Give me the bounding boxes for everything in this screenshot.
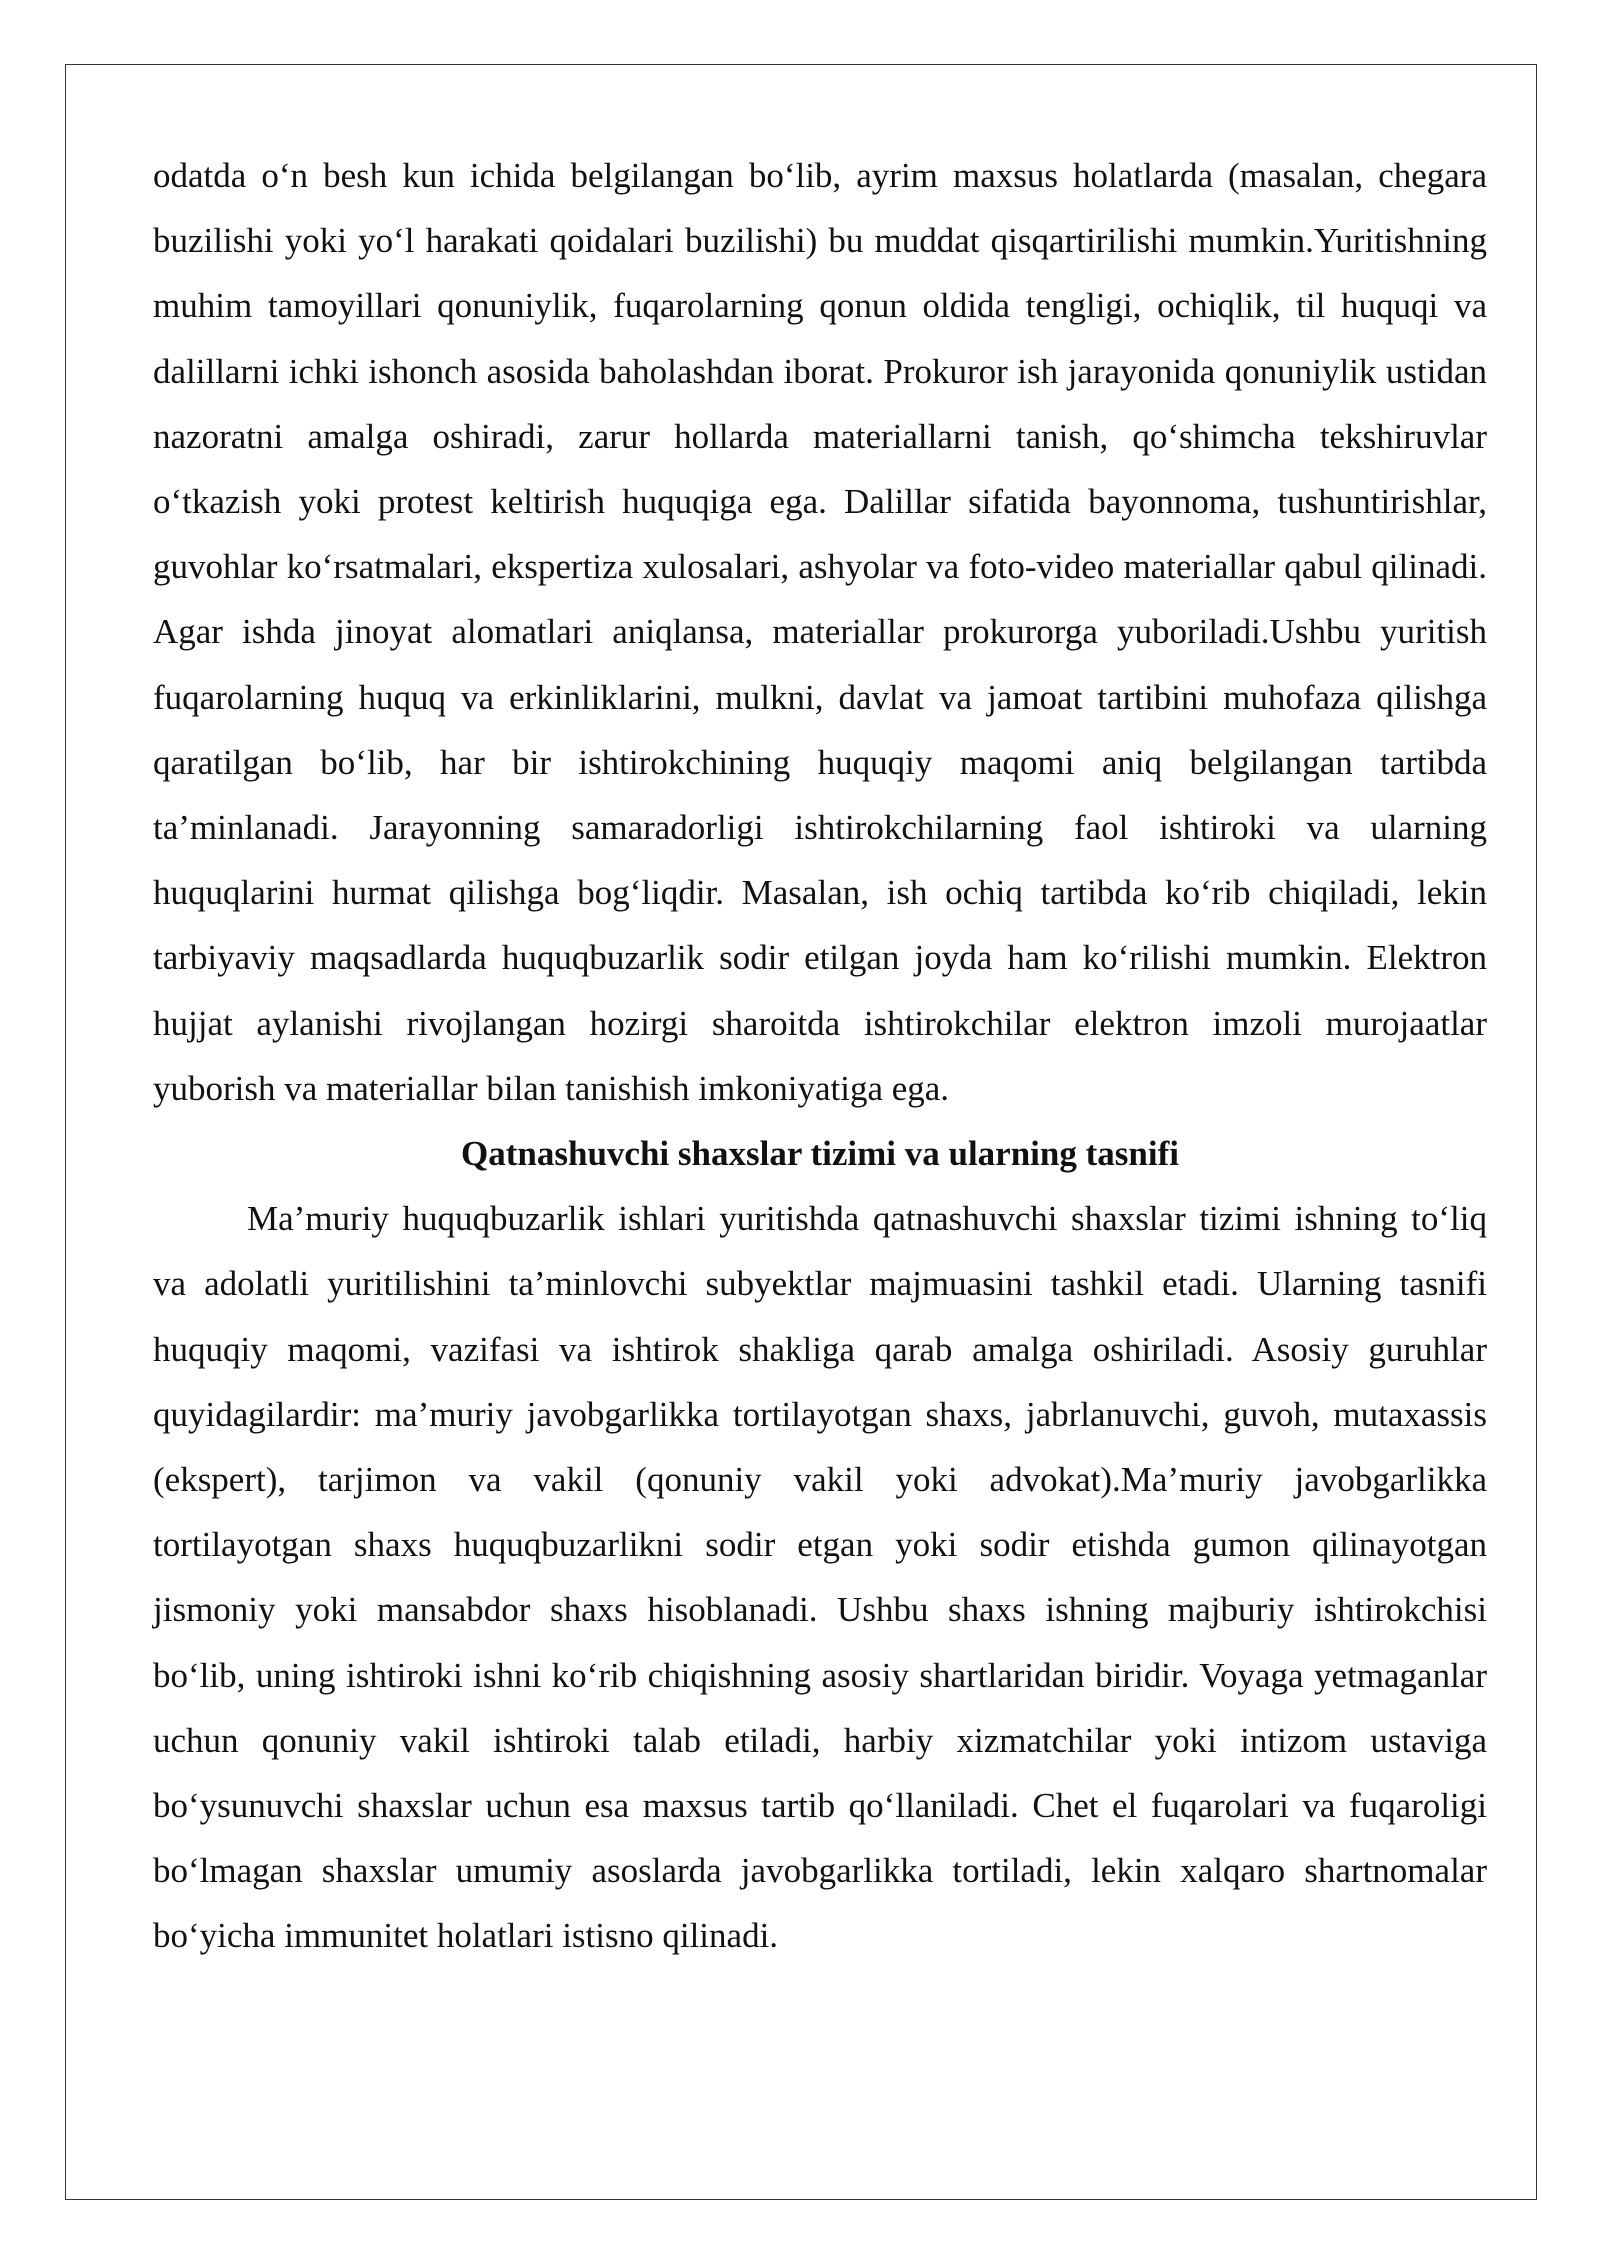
section-heading: Qatnashuvchi shaxslar tizimi va ularning tasnifi [461, 1134, 1179, 1174]
document-body [153, 143, 1487, 1969]
body-paragraph-1: odatda o‘n besh kun ichida belgilangan bo‘lib, ayrim maxsus holatlarda (masalan, chegara buzilishi yoki yo‘l harakati qoidalari buzilishi) bu muddat qisqartirilishi mumkin.Yuritishning muhim tamoyillari qonuniylik, fuqarolarning qonun oldida tengligi, ochiqlik, til huquqi va dalillarni ichki ishonch asosida baholashdan iborat. Prokuror ish jarayonida qonuniylik ustidan nazoratni amalga oshiradi, zarur hollarda materiallarni tanish, qo‘shimcha tekshiruvlar o‘tkazish yoki protest keltirish huquqiga ega. Dalillar sifatida bayonnoma, tushuntirishlar, guvohlar ko‘rsatmalari, ekspertiza xulosalari, ashyolar va foto-video materiallar qabul qilinadi. Agar ishda jinoyat alomatlari aniqlansa, materiallar prokurorga yuboriladi.Ushbu yuritish fuqarolarning huquq va erkinliklarini, mulkni, davlat va jamoat tartibini muhofaza qilishga qaratilgan bo‘lib, har bir ishtirokchining huquqiy maqomi aniq belgilangan tartibda ta’minlanadi. Jarayonning samaradorligi ishtirokchilarning faol ishtiroki va ularning huquqlarini hurmat qilishga bog‘liqdir. Masalan, ish ochiq tartibda ko‘rib chiqiladi, lekin tarbiyaviy maqsadlarda huquqbuzarlik sodir etilgan joyda ham ko‘rilishi mumkin. Elektron hujjat aylanishi rivojlangan hozirgi sharoitda ishtirokchilar elektron imzoli murojaatlar yuborish va materiallar bilan tanishish imkoniyatiga ega. [153, 156, 1487, 1108]
body-paragraph-2: Ma’muriy huquqbuzarlik ishlari yuritishda qatnashuvchi shaxslar tizimi ishning to‘liq va adolatli yuritilishini ta’minlovchi subyektlar majmuasini tashkil etadi. Ularning tasnifi huquqiy maqomi, vazifasi va ishtirok shakliga qarab amalga oshiriladi. Asosiy guruhlar quyidagilardir: ma’muriy javobgarlikka tortilayotgan shaxs, jabrlanuvchi, guvoh, mutaxassis (ekspert), tarjimon va vakil (qonuniy vakil yoki advokat).Ma’muriy javobgarlikka tortilayotgan shaxs huquqbuzarlikni sodir etgan yoki sodir etishda gumon qilinayotgan jismoniy yoki mansabdor shaxs hisoblanadi. Ushbu shaxs ishning majburiy ishtirokchisi bo‘lib, uning ishtiroki ishni ko‘rib chiqishning asosiy shartlaridan biridir. Voyaga yetmaganlar uchun qonuniy vakil ishtiroki talab etiladi, harbiy xizmatchilar yoki intizom ustaviga bo‘ysunuvchi shaxslar uchun esa maxsus tartib qo‘llaniladi. Chet el fuqarolari va fuqaroligi bo‘lmagan shaxslar umumiy asoslarda javobgarlikka tortiladi, lekin xalqaro shartnomalar bo‘yicha immunitet holatlari istisno qilinadi. [153, 1199, 1487, 1956]
